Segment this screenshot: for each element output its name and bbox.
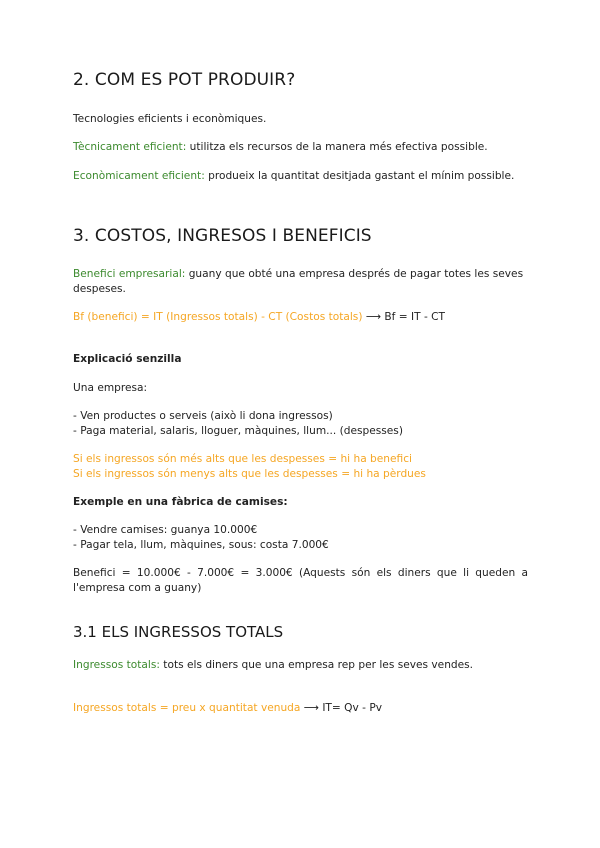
income-formula-result: ⟶ IT= Qv - Pv	[300, 702, 382, 714]
list-item: - Paga material, salaris, lloguer, màquines, llum... (despesses)	[73, 424, 403, 437]
economic-efficiency-text: produeix la quantitat desitjada gastant el mínim possible.	[204, 170, 515, 182]
company-list	[73, 409, 528, 438]
list-item: - Pagar tela, llum, màquines, sous: costa 7.000€	[73, 538, 329, 551]
example-heading: Exemple en una fàbrica de camises:	[73, 496, 288, 508]
total-income-term: Ingressos totals:	[73, 659, 160, 671]
income-formula-highlight: Ingressos totals = preu x quantitat venuda	[73, 702, 301, 714]
section-2-intro: Tecnologies eficients i econòmiques.	[73, 113, 267, 125]
profit-formula	[73, 310, 528, 325]
section-3-title: 3. COSTOS, INGRESOS I BENEFICIS	[73, 226, 372, 246]
example-result: Benefici = 10.000€ - 7.000€ = 3.000€ (Aquests són els diners que li queden a l'empresa com a guany)	[73, 567, 528, 594]
technical-efficiency-term: Tècnicament eficient:	[73, 141, 187, 153]
technical-efficiency-paragraph	[73, 140, 528, 155]
total-income-paragraph	[73, 658, 528, 673]
economic-efficiency-term: Econòmicament eficient:	[73, 170, 205, 182]
total-income-text: tots els diners que una empresa rep per les seves vendes.	[159, 659, 474, 671]
section-2-title: 2. COM ES POT PRODUIR?	[73, 70, 296, 90]
economic-efficiency-paragraph	[73, 169, 528, 184]
business-profit-text: guany que obté una empresa després de pagar totes les seves despeses.	[73, 268, 524, 295]
explanation-heading: Explicació senzilla	[73, 353, 182, 365]
profit-formula-highlight: Bf (benefici) = IT (Ingressos totals) - CT (Costos totals)	[73, 311, 363, 323]
example-list	[73, 523, 528, 552]
technical-efficiency-text: utilitza els recursos de la manera més efectiva possible.	[186, 141, 488, 153]
income-formula	[73, 701, 528, 716]
section-3-1-title: 3.1 ELS INGRESSOS TOTALS	[73, 623, 284, 641]
rule-loss: Si els ingressos són menys alts que les despesses = hi ha pèrdues	[73, 467, 426, 480]
company-line: Una empresa:	[73, 382, 148, 394]
list-item: - Vendre camises: guanya 10.000€	[73, 524, 258, 536]
profit-rules	[73, 452, 528, 481]
rule-profit: Si els ingressos són més alts que les despesses = hi ha benefici	[73, 453, 412, 465]
business-profit-paragraph	[73, 267, 528, 296]
business-profit-term: Benefici empresarial:	[73, 268, 186, 280]
profit-formula-result: ⟶ Bf = IT - CT	[362, 311, 446, 323]
list-item: - Ven productes o serveis (això li dona ingressos)	[73, 410, 333, 422]
